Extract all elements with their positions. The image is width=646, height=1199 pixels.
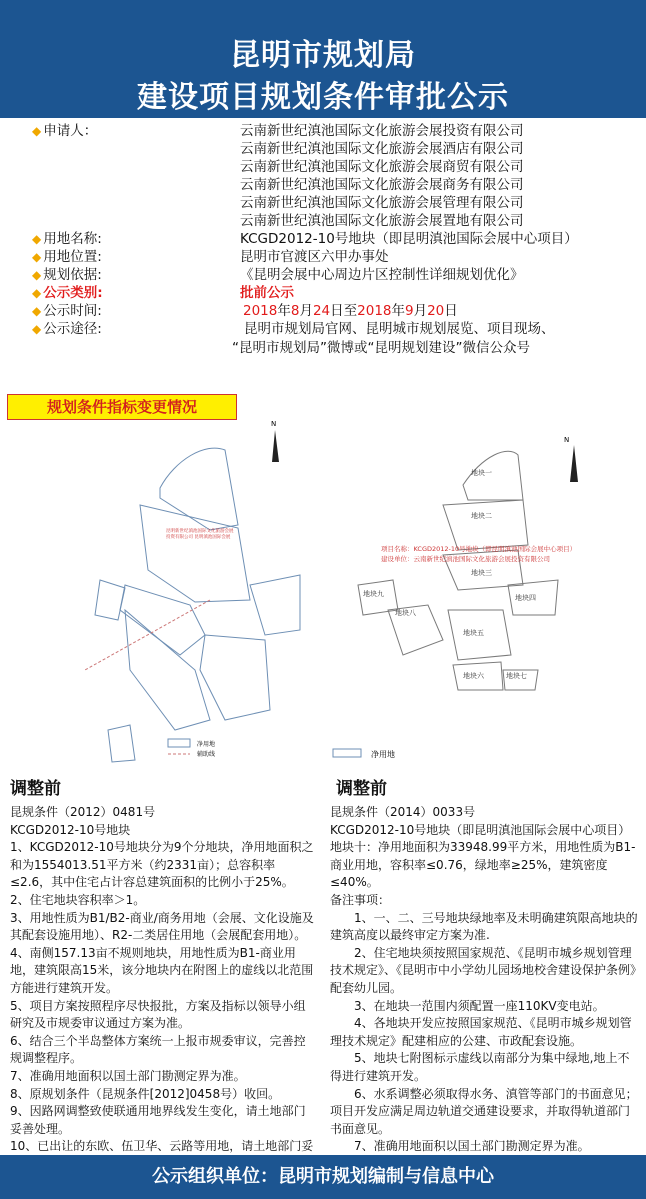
applicant-2: 云南新世纪滇池国际文化旅游会展酒店有限公司 bbox=[240, 141, 524, 157]
map-after bbox=[323, 370, 646, 778]
map-before-plot-outline bbox=[95, 580, 125, 620]
diamond-icon: ◆ bbox=[32, 304, 42, 318]
map-before-guide-line bbox=[85, 600, 210, 670]
before-line: 3、用地性质为B1/B2-商业/商务用地（会展、文化设施及其配套设施用地）、R2-二类居住用地（会展配套用地）。 bbox=[10, 910, 314, 943]
time-start-month: 8 bbox=[290, 303, 300, 319]
plot-label-1: 地块一 bbox=[471, 469, 492, 477]
time-end-day: 20 bbox=[427, 303, 445, 319]
diamond-icon: ◆ bbox=[32, 250, 42, 264]
header-banner bbox=[0, 0, 646, 118]
before-line: 1、KCGD2012-10号地块分为9个分地块，净用地面积之和为1554013.51平方米（约2331亩）；总容积率≤2.6，其中住宅占计容总建筑面积的比例小于25%。 bbox=[10, 840, 314, 890]
map-before-note-1: 昆明新世纪滇池国际文化旅游会展 bbox=[166, 529, 234, 534]
footer-banner: 公示组织单位：昆明市规划编制与信息中心 bbox=[0, 1155, 646, 1199]
diamond-icon: ◆ bbox=[32, 286, 42, 300]
category-label: 公示类别: bbox=[43, 285, 103, 301]
before-line: 9、因路网调整致使联通用地界线发生变化，请土地部门妥善处理。 bbox=[10, 1104, 306, 1136]
applicant-label: 申请人： bbox=[43, 123, 98, 139]
time-start-day: 24 bbox=[312, 303, 331, 319]
map-after-note-1: 项目名称：KCGD2012-10号地块（即昆明滇池国际会展中心项目） bbox=[381, 545, 577, 553]
applicant-3: 云南新世纪滇池国际文化旅游会展商贸有限公司 bbox=[240, 159, 524, 175]
after-line: 备注事项： bbox=[330, 892, 391, 907]
channel-row bbox=[32, 320, 102, 338]
applicant-6: 云南新世纪滇池国际文化旅游会展置地有限公司 bbox=[240, 213, 524, 229]
time-to-char: 日至 bbox=[330, 303, 358, 319]
header-title-line1: 昆明市规划局 bbox=[230, 38, 416, 73]
land-name-row bbox=[32, 230, 102, 248]
map-before-north-label: N bbox=[271, 420, 277, 428]
after-line: 昆规条件（2014）0033号 bbox=[330, 805, 476, 819]
header-title-line2: 建设项目规划条件审批公示 bbox=[137, 80, 509, 115]
before-line: 7、准确用地面积以国土部门勘测定界为准。 bbox=[10, 1068, 246, 1083]
before-line: 昆规条件（2012）0481号 bbox=[10, 805, 156, 819]
channel-line-1: 昆明市规划局官网、昆明城市规划展览、项目现场、 bbox=[244, 321, 555, 337]
map-before-legend-2: 辅助线 bbox=[197, 751, 216, 758]
location-row bbox=[32, 248, 102, 266]
basis-label: 规划依据: bbox=[43, 267, 102, 283]
plot-label-3: 地块三 bbox=[471, 569, 492, 577]
before-line: 5、项目方案按照程序尽快报批，方案及指标以领导小组研究及市规委审议通过方案为准。 bbox=[10, 998, 306, 1031]
diamond-icon: ◆ bbox=[32, 322, 42, 336]
map-before-plot-outline bbox=[250, 575, 300, 635]
time-end-year: 2018 bbox=[357, 303, 392, 319]
map-before-plot-outline bbox=[125, 610, 210, 730]
diamond-icon: ◆ bbox=[32, 124, 42, 138]
after-line: 3、在地块一范围内须配置一座110KV变电站。 bbox=[330, 998, 605, 1013]
after-line: 4、各地块开发应按照国家规范、《昆明市城乡规划管理技术规定》配建相应的公建、市政配套设施。 bbox=[330, 1016, 632, 1048]
applicant-5: 云南新世纪滇池国际文化旅游会展管理有限公司 bbox=[240, 195, 524, 211]
section-badge: 规划条件指标变更情况 bbox=[7, 394, 237, 420]
map-after-note-2: 建设单位：云南新世纪滇池国际文化旅游会展投资有限公司 bbox=[381, 555, 550, 563]
before-line: KCGD2012-10号地块 bbox=[10, 822, 131, 837]
applicant-4: 云南新世纪滇池国际文化旅游会展商务有限公司 bbox=[240, 177, 524, 193]
basis-row bbox=[32, 266, 102, 284]
after-line: 1、一、二、三号地块绿地率及未明确建筑限高地块的建筑高度以最终审定方案为准. bbox=[330, 910, 638, 943]
map-before-plot-outline bbox=[108, 725, 135, 762]
map-before-plot-outline bbox=[140, 505, 250, 602]
after-line: 5、地块七附图标示虚线以南部分为集中绿地,地上不得进行建筑开发。 bbox=[330, 1051, 630, 1083]
plot-label-7: 地块七 bbox=[506, 672, 527, 680]
after-section bbox=[330, 778, 638, 1173]
time-end-month: 9 bbox=[405, 303, 414, 319]
plot-label-4: 地块四 bbox=[515, 594, 536, 602]
time-year-char: 年 bbox=[391, 303, 405, 319]
channel-label: 公示途径: bbox=[43, 321, 102, 337]
time-month-char: 月 bbox=[413, 303, 428, 319]
time-start-year: 2018 bbox=[243, 303, 278, 319]
after-line: 地块十：净用地面积为33948.99平方米，用地性质为B1-商业用地，容积率≤0.76，绿地率≥25%，建筑密度≤40%。 bbox=[330, 840, 636, 890]
north-arrow-icon bbox=[272, 430, 279, 462]
plot-label-8: 地块八 bbox=[395, 609, 416, 617]
before-line: 6、结合三个半岛整体方案统一上报市规委审议，完善控规调整程序。 bbox=[10, 1033, 306, 1066]
land-name-value: KCGD2012-10号地块（即昆明滇池国际会展中心项目） bbox=[240, 231, 578, 247]
map-after-legend-swatch bbox=[333, 749, 361, 757]
plot-label-6: 地块六 bbox=[463, 672, 484, 680]
before-line: 10、已出让的东欧、伍卫华、云路等用地，请土地部门妥 bbox=[10, 1139, 314, 1154]
time-year-char: 年 bbox=[277, 303, 291, 319]
north-arrow-icon bbox=[570, 445, 578, 482]
before-line: 8、原规划条件（昆规条件[2012]0458号）收回。 bbox=[10, 1086, 281, 1101]
before-section bbox=[10, 778, 316, 1173]
time-row bbox=[32, 302, 102, 320]
applicant-1: 云南新世纪滇池国际文化旅游会展投资有限公司 bbox=[240, 123, 524, 139]
basis-value: 《昆明会展中心周边片区控制性详细规划优化》 bbox=[240, 267, 524, 283]
after-line: 2、住宅地块须按照国家规范、《昆明市城乡规划管理技术规定》、《昆明市中小学幼儿园场地校舍建设保护条例》配套幼儿园。 bbox=[330, 945, 637, 995]
diamond-icon: ◆ bbox=[32, 232, 42, 246]
time-value bbox=[243, 302, 458, 320]
plot-label-9: 地块九 bbox=[363, 590, 384, 598]
time-label: 公示时间: bbox=[43, 303, 102, 319]
map-before-plot-outline bbox=[120, 585, 205, 655]
after-title: 调整前 bbox=[336, 779, 387, 799]
plot-label-2: 地块二 bbox=[471, 512, 492, 520]
category-row bbox=[32, 284, 103, 302]
map-before bbox=[0, 370, 323, 778]
map-after-legend: 净用地 bbox=[371, 750, 395, 759]
map-before-legend-1: 净用地 bbox=[197, 741, 216, 748]
diamond-icon: ◆ bbox=[32, 268, 42, 282]
maps-section bbox=[0, 370, 646, 778]
category-value: 批前公示 bbox=[240, 285, 294, 301]
map-after-plot-outline bbox=[443, 500, 528, 550]
after-line: 7、准确用地面积以国土部门勘测定界为准。 bbox=[330, 1139, 590, 1154]
channel-line-2: “昆明市规划局”微博或“昆明规划建设”微信公众号 bbox=[232, 340, 530, 356]
map-before-plot-outline bbox=[160, 448, 238, 530]
map-before-legend-swatch bbox=[168, 739, 190, 747]
land-name-label: 用地名称: bbox=[43, 231, 102, 247]
before-title: 调整前 bbox=[10, 779, 61, 799]
plot-label-5: 地块五 bbox=[463, 629, 484, 637]
info-section bbox=[0, 118, 646, 370]
applicant-row bbox=[32, 122, 97, 140]
location-label: 用地位置: bbox=[43, 249, 102, 265]
location-value: 昆明市官渡区六甲办事处 bbox=[240, 249, 389, 265]
after-line: KCGD2012-10号地块（即昆明滇池国际会展中心项目） bbox=[330, 822, 631, 837]
before-line: 4、南侧157.13亩不规则地块，用地性质为B1-商业用地，建筑限高15米，该分地块内在附图上的虚线以北范围方能进行建筑开发。 bbox=[10, 945, 314, 995]
after-line: 6、水系调整必须取得水务、滇管等部门的书面意见；项目开发应满足周边轨道交通建设要求，并取得轨道部门书面意见。 bbox=[330, 1086, 638, 1136]
time-day-char: 日 bbox=[444, 303, 458, 319]
map-after-north-label: N bbox=[564, 436, 570, 444]
before-line: 2、住宅地块容积率＞1。 bbox=[10, 892, 146, 907]
map-before-plot-outline bbox=[200, 635, 270, 720]
map-before-note-2: 投资有限公司 昆明滇池国际会展 bbox=[166, 535, 231, 540]
time-month-char: 月 bbox=[299, 303, 313, 319]
